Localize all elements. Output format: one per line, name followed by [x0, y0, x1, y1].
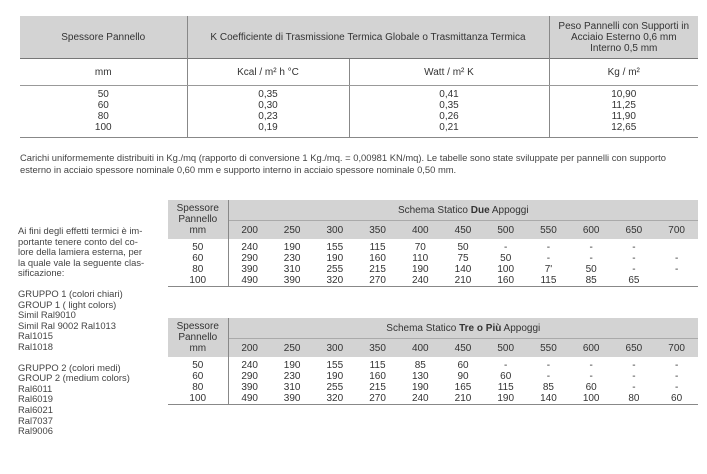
table-cell: -: [589, 360, 593, 371]
group2-line: Ral6019: [18, 393, 53, 405]
span-header: 500: [484, 339, 527, 358]
span-header: 400: [399, 221, 442, 240]
thickness-header: [168, 200, 228, 239]
table-cell: 85: [414, 360, 426, 371]
table-cell: -: [632, 360, 636, 371]
load-values: [655, 239, 698, 287]
table-cell: 240: [411, 275, 429, 286]
span-header: 650: [613, 339, 656, 358]
table-cell: 110: [412, 253, 429, 264]
table-cell: -: [632, 242, 636, 253]
table-cell: 60: [192, 371, 204, 382]
table-cell: 390: [241, 264, 258, 275]
table-cell: 100: [94, 122, 112, 133]
table-cell: 80: [628, 393, 640, 404]
table-cell: 0,19: [258, 122, 278, 133]
table-cell: 190: [326, 253, 344, 264]
group1-line: Ral1018: [18, 340, 53, 352]
span-header: 200: [228, 221, 271, 240]
table-cell: -: [632, 264, 636, 275]
header-line: Spessore: [176, 203, 219, 214]
table-cell: 215: [369, 264, 386, 275]
load-values: [442, 239, 485, 287]
load-values: [613, 357, 656, 405]
group1-line: GROUP 1 ( light colors): [18, 298, 117, 310]
span-header: 700: [655, 221, 698, 240]
span-header: 600: [570, 221, 613, 240]
table-cell: 50: [585, 264, 597, 275]
table-cell: -: [546, 242, 551, 253]
span-header: 650: [613, 221, 656, 240]
group2-line: GRUPPO 2 (colori medi): [18, 361, 121, 373]
table-cell: 50: [192, 242, 204, 253]
watt-values: [349, 86, 549, 138]
table-cell: 210: [454, 393, 472, 404]
span-header-row: [168, 339, 698, 358]
table-cell: 90: [457, 371, 469, 382]
thickness-values: [168, 239, 228, 287]
group2-line: Ral7037: [18, 414, 53, 426]
table-cell: 190: [326, 371, 344, 382]
thermal-header-row: [20, 16, 698, 59]
thickness-values: [20, 86, 187, 138]
table-cell: 160: [369, 371, 386, 382]
load-values: [356, 357, 399, 405]
paragraph-line: Ai fini degli effetti termici è im-: [18, 225, 143, 236]
paragraph-line: portante tenere conto del co-: [18, 235, 138, 247]
table-cell: 60: [192, 253, 204, 264]
header-line: mm: [189, 225, 207, 236]
span-header: 700: [655, 339, 698, 358]
load-title-row: [168, 318, 698, 339]
table-cell: -: [504, 242, 508, 253]
unit-mm: mm: [20, 59, 187, 86]
kcal-values: [187, 86, 349, 138]
color-classification-text: [18, 226, 168, 437]
table-cell: -: [674, 253, 679, 264]
header-line: mm: [189, 343, 207, 354]
load-values: [484, 357, 527, 405]
paragraph-line: lore della lamiera esterna, per: [18, 246, 143, 258]
header-line: Pannello: [178, 332, 218, 343]
table-cell: 190: [411, 264, 429, 275]
load-values: [313, 239, 356, 287]
table-cell: 50: [457, 242, 469, 253]
table-cell: 155: [326, 360, 344, 371]
table-cell: 0,41: [439, 89, 459, 100]
paragraph-line: sificazione:: [18, 267, 65, 279]
group1-line: Ral1015: [18, 330, 53, 342]
table-cell: 230: [283, 371, 301, 382]
span-header: 350: [356, 339, 399, 358]
table-cell: 115: [497, 382, 514, 393]
table-cell: -: [632, 371, 636, 382]
table-cell: 10,90: [611, 89, 637, 100]
group2-line: GROUP 2 (medium colors): [18, 372, 130, 384]
table-cell: 50: [97, 89, 109, 100]
span-header: 450: [442, 221, 485, 240]
unit-watt: Watt / m² K: [349, 59, 549, 86]
table-cell: 0,21: [439, 122, 459, 133]
table-cell: 255: [326, 382, 344, 393]
span-header: 550: [527, 339, 570, 358]
table-cell: 130: [411, 371, 429, 382]
load-values: [527, 357, 570, 405]
table-cell: 80: [192, 264, 204, 275]
table-cell: 50: [500, 253, 512, 264]
table-cell: 390: [241, 382, 258, 393]
load-values: [442, 357, 485, 405]
table-cell: 290: [241, 371, 258, 382]
table-cell: 320: [326, 393, 344, 404]
table-cell: 140: [540, 393, 557, 404]
load-values: [570, 239, 613, 287]
static-scheme-title: [228, 200, 698, 221]
table-cell: 255: [326, 264, 344, 275]
table-cell: -: [546, 371, 551, 382]
span-header: 250: [271, 339, 314, 358]
static-scheme-title: [228, 318, 698, 339]
table-cell: 100: [189, 393, 207, 404]
table-cell: -: [589, 253, 593, 264]
table-cell: 190: [283, 242, 301, 253]
load-values: [271, 357, 314, 405]
title-prefix: Schema Statico: [397, 204, 471, 216]
load-values: [356, 239, 399, 287]
load-values: [570, 357, 613, 405]
table-cell: 140: [454, 264, 472, 275]
load-values: [399, 357, 442, 405]
thickness-values: [168, 357, 228, 405]
table-cell: -: [674, 360, 679, 371]
table-cell: 115: [540, 275, 557, 286]
table-cell: -: [504, 360, 508, 371]
table-cell: 160: [497, 275, 515, 286]
table-cell: 12,65: [611, 122, 637, 133]
span-header: 200: [228, 339, 271, 358]
load-values: [399, 239, 442, 287]
group1-line: Simil Ral9010: [18, 309, 76, 321]
load-values: [484, 239, 527, 287]
thickness-header: Spessore Pannello: [20, 16, 187, 59]
load-title-row: [168, 200, 698, 221]
load-values: [527, 239, 570, 287]
table-cell: 0,30: [258, 100, 278, 111]
table-cell: 240: [411, 393, 429, 404]
load-values: [228, 239, 271, 287]
span-header: 550: [527, 221, 570, 240]
group2-line: Ral6021: [18, 403, 53, 415]
paragraph-line: la quale vale la seguente clas-: [18, 256, 145, 268]
table-cell: -: [632, 253, 636, 264]
unit-kcal: Kcal / m² h °C: [187, 59, 349, 86]
table-cell: 60: [671, 393, 683, 404]
title-bold: Due: [470, 204, 490, 216]
group1-line: Simil Ral 9002 Ral1013: [18, 319, 116, 331]
span-header: 300: [313, 339, 356, 358]
load-values: [313, 357, 356, 405]
table-cell: 390: [283, 393, 301, 404]
unit-kg: Kg / m²: [549, 59, 698, 86]
weight-header: Peso Pannelli con Supporti in Acciaio Esterno 0,6 mm Interno 0,5 mm: [549, 16, 698, 59]
load-table-three-supports: [168, 318, 698, 405]
title-prefix: Schema Statico: [386, 322, 460, 334]
table-cell: 490: [241, 275, 258, 286]
table-cell: 11,25: [611, 100, 636, 111]
table-cell: 70: [414, 242, 426, 253]
thermal-units-row: [20, 59, 698, 86]
table-cell: -: [632, 382, 636, 393]
title-suffix: Appoggi: [489, 204, 529, 216]
table-cell: -: [674, 264, 679, 275]
table-cell: [655, 242, 698, 253]
table-cell: 115: [369, 242, 386, 253]
group2-line: Ral9006: [18, 425, 53, 437]
span-header: 450: [442, 339, 485, 358]
load-values: [655, 357, 698, 405]
table-cell: 215: [369, 382, 386, 393]
table-cell: 190: [283, 360, 301, 371]
table-cell: -: [674, 371, 679, 382]
table-cell: 490: [241, 393, 258, 404]
weight-values: [549, 86, 698, 138]
table-cell: 240: [241, 360, 258, 371]
span-header: 600: [570, 339, 613, 358]
title-bold: Tre o Più: [459, 322, 502, 334]
span-header: 500: [484, 221, 527, 240]
table-cell: 210: [454, 275, 472, 286]
load-table-two-supports: [168, 200, 698, 287]
table-cell: 75: [457, 253, 469, 264]
table-cell: 7': [544, 264, 553, 275]
table-cell: -: [674, 382, 679, 393]
table-cell: 310: [283, 382, 301, 393]
span-header: 250: [271, 221, 314, 240]
table-cell: 310: [283, 264, 301, 275]
table-cell: 115: [369, 360, 386, 371]
table-cell: 50: [192, 360, 204, 371]
table-cell: 60: [500, 371, 512, 382]
table-cell: -: [589, 371, 593, 382]
table-cell: 160: [369, 253, 386, 264]
table-cell: 80: [192, 382, 204, 393]
table-cell: 270: [369, 275, 386, 286]
table-cell: 190: [411, 382, 429, 393]
table-cell: 80: [97, 111, 109, 122]
table-cell: -: [589, 242, 593, 253]
header-line: Spessore: [176, 321, 219, 332]
table-cell: 270: [369, 393, 386, 404]
span-header: 350: [356, 221, 399, 240]
table-cell: 85: [585, 275, 597, 286]
table-cell: 11,90: [611, 111, 636, 122]
table-cell: 230: [283, 253, 301, 264]
table-row: [168, 239, 698, 287]
table-cell: 65: [628, 275, 640, 286]
table-row: [168, 357, 698, 405]
table-cell: 100: [189, 275, 207, 286]
header-line: Pannello: [178, 214, 218, 225]
table-cell: 190: [497, 393, 515, 404]
table-cell: 60: [97, 100, 109, 111]
table-cell: 0,35: [439, 100, 459, 111]
table-cell: 320: [326, 275, 344, 286]
table-cell: -: [546, 360, 551, 371]
table-cell: 60: [585, 382, 597, 393]
table-cell: 100: [582, 393, 600, 404]
thermal-table: [20, 16, 698, 138]
table-cell: 0,26: [439, 111, 459, 122]
load-values: [228, 357, 271, 405]
table-cell: 290: [241, 253, 258, 264]
table-cell: [655, 275, 698, 286]
table-cell: -: [546, 253, 551, 264]
span-header: 400: [399, 339, 442, 358]
load-note: Carichi uniformemente distribuiti in Kg./mq (rapporto di conversione 1 Kg./mq. = 0,00981 KN/mq). Le tabelle sono state sviluppate per pannelli con supporto esterno in acciaio spessore nominale 0,60 mm e supporto interno in acciaio spessore nominale 0,50 mm.: [20, 152, 666, 175]
thickness-header: [168, 318, 228, 357]
table-cell: 85: [542, 382, 554, 393]
table-cell: 240: [241, 242, 258, 253]
span-header: 300: [313, 221, 356, 240]
table-cell: 0,23: [258, 111, 278, 122]
group2-line: Ral6011: [18, 382, 53, 394]
load-values: [271, 239, 314, 287]
span-header-row: [168, 221, 698, 240]
table-cell: 0,35: [258, 89, 278, 100]
table-cell: 390: [283, 275, 301, 286]
table-cell: 165: [454, 382, 472, 393]
table-cell: 100: [497, 264, 515, 275]
table-cell: 155: [326, 242, 344, 253]
group1-line: GRUPPO 1 (colori chiari): [18, 287, 123, 299]
load-values: [613, 239, 656, 287]
title-suffix: Appoggi: [501, 322, 541, 334]
thermal-data-row: [20, 86, 698, 138]
table-cell: 60: [457, 360, 469, 371]
k-coefficient-header: K Coefficiente di Trasmissione Termica Globale o Trasmittanza Termica: [187, 16, 549, 59]
